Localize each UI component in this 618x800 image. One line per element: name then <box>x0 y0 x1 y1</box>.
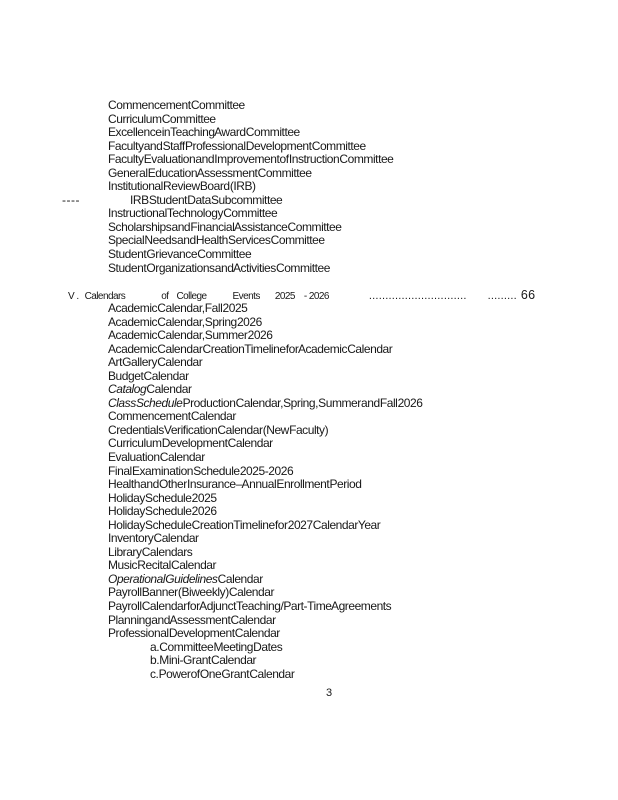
toc-entry: Institutional Review Board (IRB) <box>108 179 256 194</box>
toc-entry: Scholarships and Financial Assistance Committee <box>108 219 342 234</box>
toc-entry: Curriculum Development Calendar <box>108 436 273 451</box>
toc-entry-italic-title: Operational Guidelines <box>108 571 218 586</box>
toc-entry: Professional Development Calendar <box>108 626 280 641</box>
leader-dots: .............................. <box>368 290 467 302</box>
margin-dash-marker: ---- <box>62 192 80 207</box>
toc-entry: Holiday Schedule Creation Timeline for 2027 Calendar Year <box>108 517 381 532</box>
heading-page-ref: 66 <box>520 288 536 302</box>
toc-entry: Instructional Technology Committee <box>108 206 278 221</box>
toc-entry: General Education Assessment Committee <box>108 165 312 180</box>
toc-entry: a. Committee Meeting Dates <box>150 639 283 654</box>
toc-entry: Student Organizations and Activities Committee <box>108 260 330 275</box>
heading-word: Events <box>232 291 260 302</box>
calendar-block <box>108 302 422 681</box>
toc-entry: Commencement Calendar <box>108 409 236 424</box>
toc-entry: Student Grievance Committee <box>108 247 252 262</box>
toc-entry: Academic Calendar, Spring 2026 <box>108 314 262 329</box>
calendar-list <box>108 302 422 641</box>
toc-entry: Faculty Evaluation and Improvement of Instruction Committee <box>108 152 394 167</box>
toc-entry: Planning and Assessment Calendar <box>108 612 276 627</box>
heading-word: of <box>161 291 169 302</box>
page-number: 3 <box>326 687 333 699</box>
toc-entry: Inventory Calendar <box>108 531 199 546</box>
toc-entry: Music Recital Calendar <box>108 558 217 573</box>
toc-entry: Class Schedule Production Calendar, Spring, Summer and Fall 2026 <box>108 395 423 410</box>
toc-entry: Faculty and Staff Professional Development Committee <box>108 138 366 153</box>
toc-entry: Holiday Schedule 2026 <box>108 504 217 519</box>
committee-list <box>62 98 394 275</box>
toc-entry: Art Gallery Calendar <box>108 355 203 370</box>
toc-heading-calendars <box>68 288 535 302</box>
toc-entry: Payroll Calendar for Adjunct Teaching/Part-Time Agreements <box>108 599 392 614</box>
toc-entry-italic-title: Class Schedule <box>108 395 183 410</box>
toc-entry: Academic Calendar, Summer 2026 <box>108 328 273 343</box>
toc-entry: Payroll Banner (Biweekly) Calendar <box>108 585 275 600</box>
toc-entry: Operational Guidelines Calendar <box>108 571 263 586</box>
toc-entry: Final Examination Schedule 2025-2026 <box>108 463 294 478</box>
heading-word: College <box>176 291 207 302</box>
toc-entry: Credentials Verification Calendar (New Faculty) <box>108 422 329 437</box>
heading-word: - 2026 <box>303 291 329 302</box>
toc-entry: Excellence in Teaching Award Committee <box>108 125 300 140</box>
toc-entry: Catalog Calendar <box>108 382 192 397</box>
toc-entry: Academic Calendar Creation Timeline for Academic Calendar <box>108 341 393 356</box>
toc-entry: Library Calendars <box>108 544 193 559</box>
heading-numeral: V . <box>68 291 79 302</box>
toc-entry-italic-title: Catalog <box>108 382 147 397</box>
leader-dots: ......... <box>487 290 517 302</box>
toc-entry: Curriculum Committee <box>108 111 216 126</box>
toc-entry: b. Mini-Grant Calendar <box>150 653 257 668</box>
toc-entry: c. Power of One Grant Calendar <box>150 666 295 681</box>
toc-entry: Special Needs and Health Services Committee <box>108 233 325 248</box>
toc-entry: Budget Calendar <box>108 368 189 383</box>
toc-entry: Evaluation Calendar <box>108 450 205 465</box>
toc-entry: Holiday Schedule 2025 <box>108 490 217 505</box>
toc-entry: ---- IRB Student Data Subcommittee <box>62 192 283 207</box>
heading-word: 2025 <box>274 291 295 302</box>
calendar-sub-list <box>150 641 422 682</box>
toc-entry: Health and Other Insurance – Annual Enrollment Period <box>108 477 362 492</box>
toc-entry: Academic Calendar, Fall 2025 <box>108 301 248 315</box>
heading-word: Calendars <box>84 291 126 302</box>
toc-entry: Commencement Committee <box>108 98 245 112</box>
